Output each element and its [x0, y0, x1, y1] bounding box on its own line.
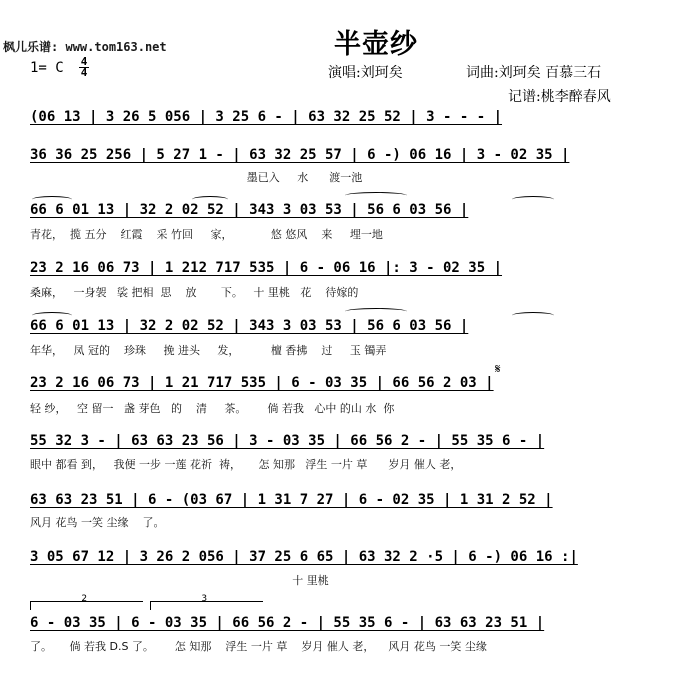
score-row-5-lyrics: 年华， 凤 冠的 珍珠 挽 进头 发， 檀 香拂 过 玉 镯弄: [30, 344, 387, 357]
volta-bracket-2: [30, 594, 143, 610]
score-row-7-notes: 55 32 3 - | 63 63 23 56 | 3 - 03 35 | 66 56 2 - | 55 35 6 - |: [30, 433, 545, 449]
score-row-9-lyrics: 十 里桃: [30, 574, 329, 587]
score-row-2-lyrics: 墨已入 水 渡一池: [30, 171, 363, 184]
transcriber-credit: 记谱:桃李醉春风: [508, 89, 611, 105]
score-row-4-notes: 23 2 16 06 73 | 1 212 717 535 | 6 - 06 16 |: 3 - 02 35 |: [30, 260, 503, 276]
slur-mark: [512, 196, 554, 203]
slur-mark: [32, 312, 72, 319]
score-row-7-lyrics: 眼中 都看 到， 我便 一步 一莲 花祈 祷， 怎 知那 浮生 一片 草 岁月 催人 老，: [30, 458, 462, 471]
key-signature: 1= C: [30, 60, 64, 76]
score-row-4-lyrics: 桑麻， 一身袈 裟 把相 思 放 下。 十 里桃 花 待嫁的: [30, 286, 359, 299]
slur-mark: [345, 308, 407, 315]
score-row-2-notes: 36 36 25 256 | 5 27 1 - | 63 32 25 57 | 6 -) 06 16 | 3 - 02 35 |: [30, 147, 570, 163]
time-signature-bottom: 4: [80, 66, 88, 79]
score-row-10-notes: 6 - 03 35 | 6 - 03 35 | 66 56 2 - | 55 35 6 - | 63 63 23 51 |: [30, 615, 545, 631]
volta-label-3: 3: [201, 594, 208, 604]
slur-mark: [345, 192, 407, 199]
score-row-8-notes: 63 63 23 51 | 6 - (03 67 | 1 31 7 27 | 6 - 02 35 | 1 31 2 52 |: [30, 492, 553, 508]
score-row-5-notes: 66 6 01 13 | 32 2 02 52 | 343 3 03 53 | 56 6 03 56 |: [30, 318, 469, 334]
score-row-6-lyrics: 轻 纱， 空 留一 盏 芽色 的 清 茶。 倘 若我 心中 的山 水 你: [30, 402, 395, 415]
score-row-10-lyrics: 了。 倘 若我 D.S 了。 怎 知那 浮生 一片 草 岁月 催人 老， 风月 花鸟 一笑 尘缘: [30, 640, 487, 653]
time-signature-top: 4: [80, 55, 88, 68]
score-row-3-notes: 66 6 01 13 | 32 2 02 52 | 343 3 03 53 | 56 6 03 56 |: [30, 202, 469, 218]
site-watermark: [3, 38, 167, 55]
time-signature: [78, 57, 90, 78]
score-row-8-lyrics: 风月 花鸟 一笑 尘缘 了。: [30, 516, 165, 529]
site-label: 枫儿乐谱:: [3, 40, 59, 54]
slur-mark: [512, 312, 554, 319]
score-row-3-lyrics: 青花， 揽 五分 红霞 采 竹回 家， 悠 悠风 来 埋一地: [30, 228, 383, 241]
score-row-6-notes: 23 2 16 06 73 | 1 21 717 535 | 6 - 03 35 | 66 56 2 03 |: [30, 375, 494, 391]
volta-label-2: 2: [81, 594, 88, 604]
singer-credit: 演唱:刘珂矣: [328, 65, 403, 81]
site-url: www.tom163.net: [65, 40, 167, 54]
score-row-1-notes: (06 13 | 3 26 5 056 | 3 25 6 - | 63 32 25 52 | 3 - - - |: [30, 109, 503, 125]
volta-bracket-3: [150, 594, 263, 610]
segno-mark: 𝄋: [495, 362, 501, 377]
slur-mark: [192, 196, 228, 203]
song-title: 半壶纱: [334, 29, 418, 60]
score-row-9-notes: 3 05 67 12 | 3 26 2 056 | 37 25 6 65 | 63 32 2 ·5 | 6 -) 06 16 :|: [30, 549, 578, 565]
lyricist-composer-credit: 词曲:刘珂矣 百慕三石: [466, 65, 602, 81]
slur-mark: [32, 196, 72, 203]
